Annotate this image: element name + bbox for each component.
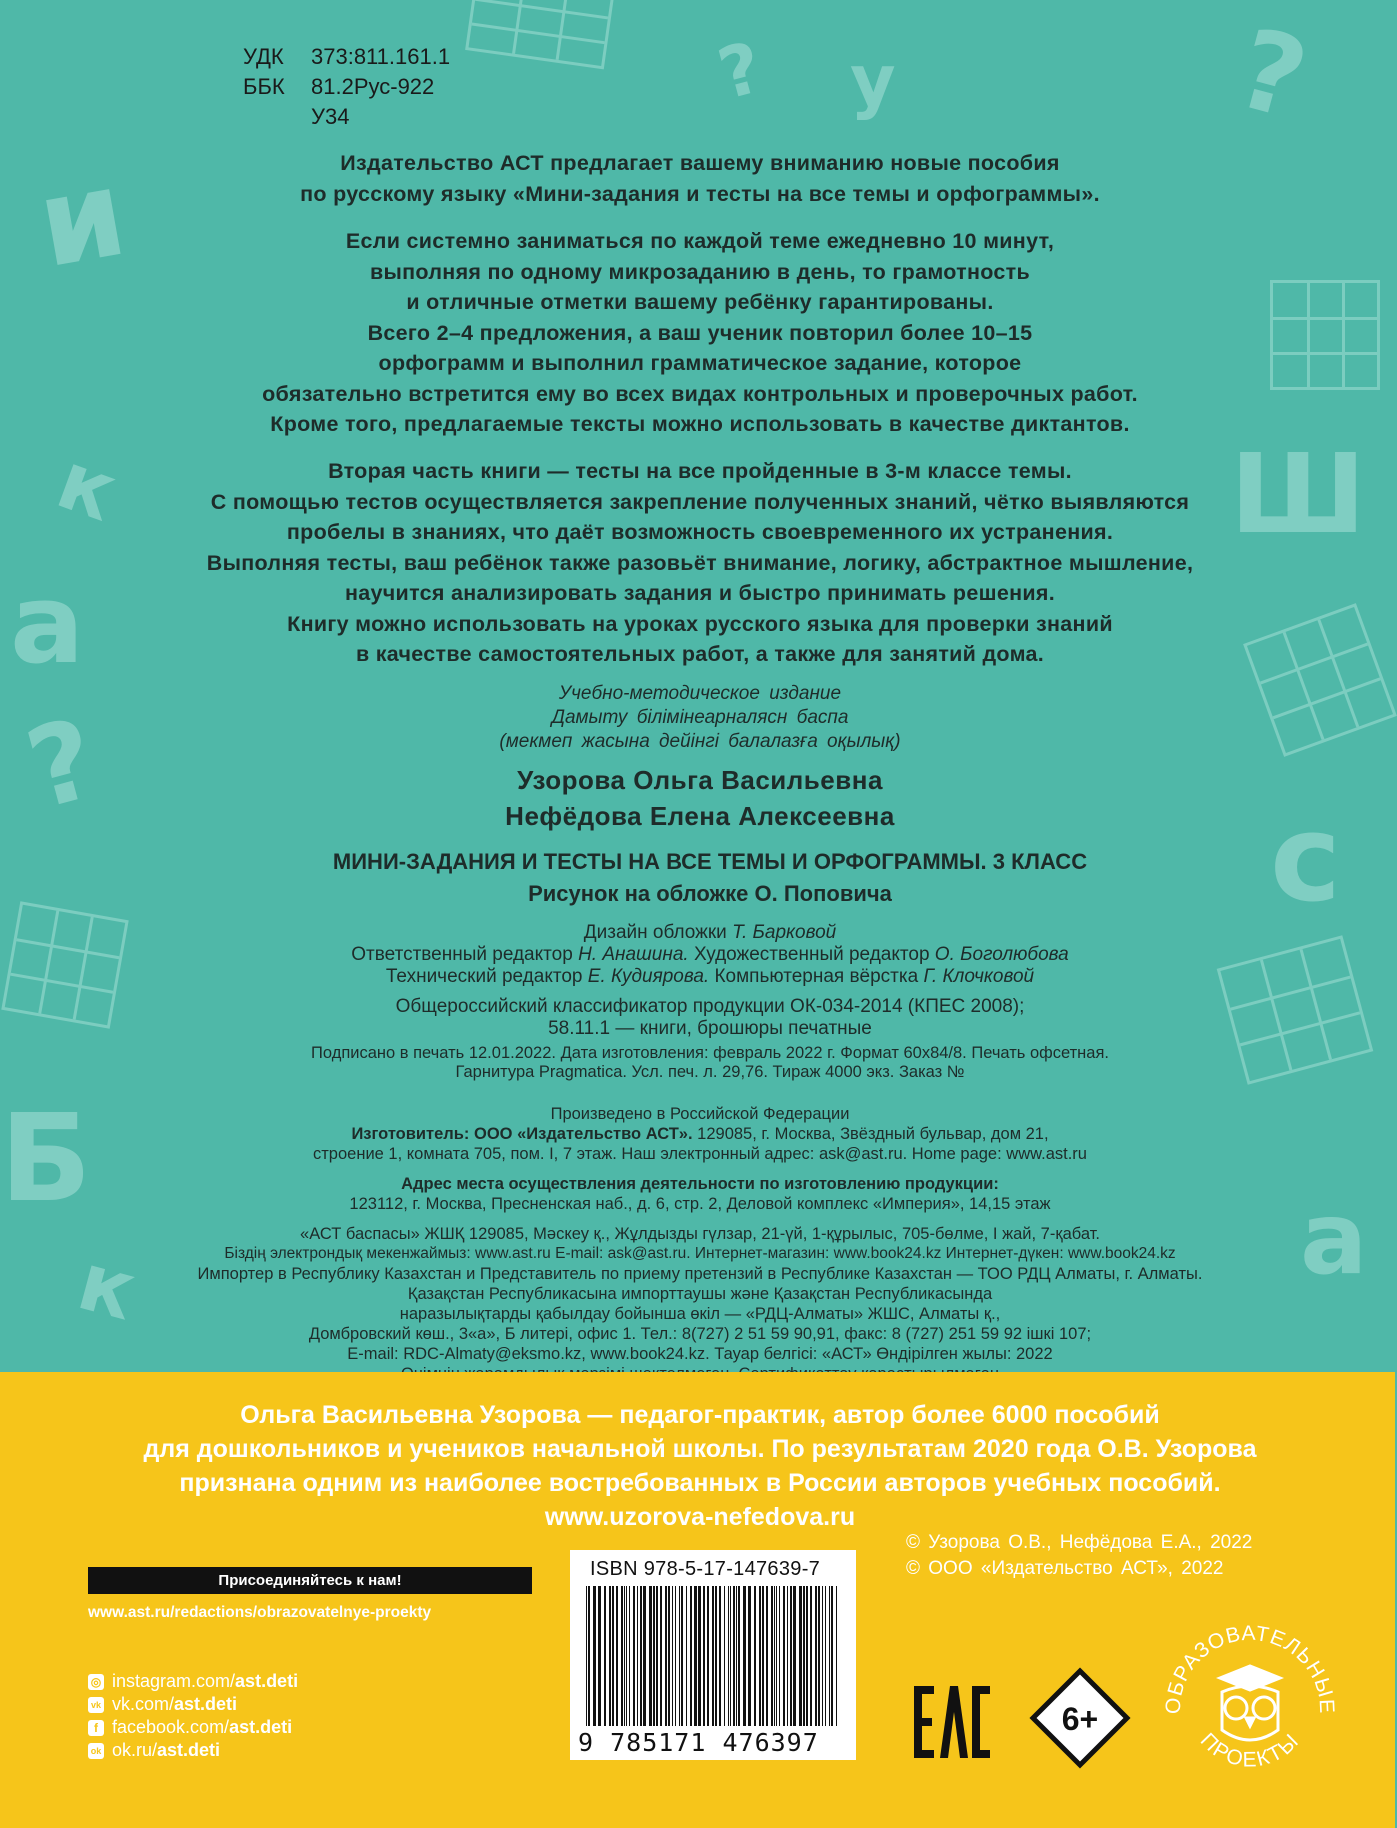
text-line: Учебно-методическое издание (558, 683, 842, 704)
barcode-bar (793, 1586, 796, 1726)
social-handle: ast.deti (235, 1671, 299, 1691)
social-handle: ast.deti (229, 1717, 293, 1737)
decor-letter: Б (0, 1090, 92, 1229)
barcode-bar (730, 1586, 731, 1726)
owl-icon (1220, 1666, 1280, 1740)
code-key: ББК (243, 74, 285, 99)
text-line: для дошкольников и учеников начальной школы. По результатам 2020 года О.В. Узорова (143, 1435, 1257, 1463)
instagram-icon: ◎ (88, 1674, 104, 1690)
credits (180, 922, 1240, 1040)
code-value: У34 (311, 104, 350, 129)
social-handle: ast.deti (174, 1694, 238, 1714)
isbn-number: ISBN 978-5-17-147639-7 (590, 1558, 821, 1580)
kz-line: Қазақстан Республикасына импорттаушы және Қазақстан Республикасында (407, 1285, 993, 1303)
bbk-row (243, 72, 450, 102)
text-line: и отличные отметки вашему ребёнку гарантированы. (406, 290, 994, 314)
credit-line (180, 944, 1240, 966)
text-line: С помощью тестов осуществляется закрепление полученных знаний, чётко выявляются (210, 489, 1190, 514)
code-key: УДК (243, 44, 284, 69)
barcode-bar (586, 1586, 587, 1726)
book-title-block (180, 846, 1240, 910)
text-line: Издательство АСТ предлагает вашему вниманию новые пособия (340, 151, 1060, 175)
barcode-bar (815, 1586, 817, 1726)
barcode-bar (771, 1586, 773, 1726)
tic-tac-toe-decor (465, 0, 615, 69)
tests-paragraph (60, 456, 1340, 670)
barcode-bar (629, 1586, 630, 1726)
barcode-bar (656, 1586, 658, 1726)
manufacturer-info (100, 1104, 1300, 1384)
text-line: Дамыту білімінеарналясн баспа (551, 707, 849, 728)
barcode-bar (825, 1586, 826, 1726)
barcode-bar (738, 1586, 740, 1726)
maker-address: 129085, г. Москва, Звёздный бульвар, дом 21, (697, 1125, 1049, 1143)
credit-name: Т. Барковой (732, 922, 837, 943)
classification-codes (243, 42, 450, 132)
credit-label: Ответственный редактор (351, 944, 573, 965)
author-name: Нефёдова Елена Алексеевна (505, 801, 895, 831)
barcode-bar (593, 1586, 596, 1726)
social-prefix: instagram.com/ (112, 1671, 236, 1691)
barcode-bar (799, 1586, 802, 1726)
barcode-bar (616, 1586, 618, 1726)
barcode-bar (686, 1586, 687, 1726)
barcode-bar (665, 1586, 667, 1726)
cover-art-credit: Рисунок на обложке О. Поповича (528, 881, 892, 906)
kz-line: Біздің электрондық мекенжаймыз: www.ast.ru E-mail: ask@ast.ru. Интернет-магазин: www.book24.kz Интернет-дүкен: www.book24.kz (224, 1245, 1176, 1262)
social-prefix: vk.com/ (112, 1694, 175, 1714)
text-line: Выполняя тесты, ваш ребёнок также разовьёт внимание, логику, абстрактное мышление, (206, 550, 1194, 575)
credit-line (180, 966, 1240, 988)
barcode-bar (694, 1586, 697, 1726)
barcode-bar (762, 1586, 764, 1726)
barcode-bar (831, 1586, 833, 1726)
udk-row (243, 42, 450, 72)
barcode-bar (649, 1586, 652, 1726)
text-line: Всего 2–4 предложения, а ваш ученик повторил более 10–15 (367, 320, 1033, 345)
barcode-bar (779, 1586, 780, 1726)
kz-line: наразылықтарды қабылдау бойынша өкіл — «РДЦ-Алматы» ЖШС, Алматы қ., (399, 1305, 1001, 1323)
projects-url[interactable]: www.ast.ru/redactions/obrazovatelnye-proekty (88, 1604, 432, 1621)
text-line: Гарнитура Pragmatica. Усл. печ. л. 29,76. Тираж 4000 экз. Заказ № (455, 1063, 965, 1081)
credit-label: Технический редактор (385, 966, 583, 987)
logo-text-bottom: ПРОЕКТЫ (1195, 1728, 1305, 1772)
social-handle: ast.deti (157, 1740, 221, 1760)
educational-projects-logo (1150, 1600, 1350, 1800)
produced-in: Произведено в Российской Федерации (550, 1105, 850, 1123)
credit-line (180, 922, 1240, 944)
decor-letter: и (28, 143, 136, 296)
barcode-bar (754, 1586, 756, 1726)
maker-line (100, 1124, 1300, 1144)
barcode-bar (790, 1586, 792, 1726)
barcode-bar (624, 1586, 625, 1726)
barcode-bar (690, 1586, 692, 1726)
place-label: Адрес места осуществления деятельности по изготовлению продукции: (401, 1175, 999, 1193)
barcode-bar (621, 1586, 623, 1726)
decor-letter: а (10, 560, 85, 688)
barcode-bar (643, 1586, 646, 1726)
barcode-bar (774, 1586, 775, 1726)
social-prefix: facebook.com/ (112, 1717, 230, 1737)
kz-line: Домбровский көш., 3«а», Б литері, офис 1. Тел.: 8(727) 2 51 59 90,91, факс: 8 (727) 251 59 92 ішкі 107; (308, 1325, 1092, 1343)
barcode-bar (810, 1586, 812, 1726)
social-links (88, 1670, 298, 1762)
barcode-bar (675, 1586, 676, 1726)
barcode-bar (681, 1586, 683, 1726)
text-line: Подписано в печать 12.01.2022. Дата изготовления: февраль 2022 г. Формат 60x84/8. Печать офсетная. (311, 1044, 1109, 1062)
text-line: орфограмм и выполнил грамматическое задание, которое (378, 351, 1022, 375)
text-line: (мекмеп жасына дейінгі балалазға оқылық) (499, 731, 901, 752)
social-prefix: ok.ru/ (112, 1740, 158, 1760)
credit-name: О. Боголюбова (934, 944, 1069, 965)
barcode-bar (829, 1586, 830, 1726)
barcode-bar (672, 1586, 673, 1726)
social-link-instagram[interactable] (88, 1670, 298, 1693)
barcode-bar (640, 1586, 642, 1726)
decor-letter: к (68, 1234, 146, 1339)
barcode-bar (598, 1586, 601, 1726)
barcode-bar (633, 1586, 635, 1726)
credit-label: Художественный редактор (693, 944, 930, 965)
credit-name: Е. Кудиярова. (587, 966, 710, 987)
classifier-line: Общероссийский классификатор продукции ОК-034-2014 (КПЕС 2008); (395, 996, 1025, 1017)
code-key (243, 102, 311, 132)
barcode-bar (609, 1586, 611, 1726)
ok-icon: ok (88, 1743, 104, 1759)
barcode-bar (806, 1586, 808, 1726)
author-mark-row (243, 102, 450, 132)
barcode-bar (626, 1586, 627, 1726)
barcode-bar (733, 1586, 735, 1726)
svg-text:ПРОЕКТЫ (1196, 1729, 1304, 1772)
barcode-digits: 9 785171 476397 (578, 1728, 819, 1757)
barcode-bar (728, 1586, 729, 1726)
decor-letter: с (1270, 790, 1342, 929)
social-link-vk[interactable] (88, 1693, 298, 1716)
authors (300, 762, 1100, 834)
credit-label: Дизайн обложки (583, 922, 727, 943)
barcode-bar (818, 1586, 820, 1726)
text-line: Книгу можно использовать на уроках русского языка для проверки знаний (287, 611, 1113, 636)
barcode-bar (703, 1586, 705, 1726)
copyright-line: © ООО «Издательство АСТ», 2022 (906, 1558, 1224, 1579)
facebook-icon: f (88, 1720, 104, 1736)
barcode-bar (724, 1586, 725, 1726)
code-value: 81.2Рус-922 (311, 74, 435, 99)
logo-text-top: ОБРАЗОВАТЕЛЬНЫЕ (1161, 1621, 1339, 1715)
kz-line: «АСТ баспасы» ЖШҚ 129085, Мәскеу қ., Жұлдызды гүлзар, 21-үй, 1-құрылыс, 705-бөлме, I жай, 7-қабат. (300, 1225, 1100, 1243)
decor-letter: ? (1224, 3, 1320, 145)
decor-letter: Ш (1230, 430, 1366, 558)
text-line: обязательно встретится ему во всех видах контрольных и проверочных работ. (262, 381, 1138, 406)
credit-name: Г. Клочковой (923, 966, 1035, 987)
barcode-bar (612, 1586, 614, 1726)
text-line: Вторая часть книги — тесты на все пройденные в 3-м классе темы. (328, 459, 1072, 483)
print-details (150, 1044, 1270, 1082)
barcode-bar (679, 1586, 680, 1726)
barcode-bar (766, 1586, 768, 1726)
edition-type (320, 682, 1080, 754)
text-line: научится анализировать задания и быстро принимать решения. (344, 581, 1056, 605)
social-link-facebook[interactable] (88, 1716, 298, 1739)
barcode-bar (715, 1586, 717, 1726)
text-line: Ольга Васильевна Узорова — педагог-практик, автор более 6000 пособий (240, 1401, 1160, 1429)
method-paragraph (60, 226, 1340, 440)
join-us-banner: Присоединяйтесь к нам! (88, 1567, 532, 1594)
credit-label: Компьютерная вёрстка (714, 966, 919, 987)
barcode-bar (803, 1586, 805, 1726)
kz-line: E-mail: RDC-Almaty@eksmo.kz, www.book24.kz. Тауар белгісі: «АСТ» Өндірілген жылы: 2022 (347, 1345, 1053, 1363)
barcode-bar (707, 1586, 709, 1726)
barcode-bar (836, 1586, 837, 1726)
barcode-bar (698, 1586, 701, 1726)
text-line: в качестве самостоятельных работ, а также для занятий дома. (355, 642, 1045, 666)
barcode-bar (712, 1586, 714, 1726)
barcode-bar (660, 1586, 662, 1726)
barcode-bar (604, 1586, 606, 1726)
text-line: по русскому языку «Мини-задания и тесты на все темы и орфограммы». (300, 181, 1100, 206)
social-link-ok[interactable] (88, 1739, 298, 1762)
maker-label: Изготовитель: ООО «Издательство АСТ». (351, 1125, 693, 1143)
decor-letter: ? (14, 693, 110, 835)
barcode-bar (736, 1586, 737, 1726)
isbn-barcode (570, 1550, 856, 1760)
decor-letter: ? (710, 26, 771, 116)
eac-mark-icon (912, 1682, 992, 1762)
classifier-line: 58.11.1 — книги, брошюры печатные (548, 1018, 872, 1039)
copyright-line: © Узорова О.В., Нефёдова Е.А., 2022 (906, 1532, 1253, 1553)
age-rating-badge (1030, 1668, 1130, 1768)
barcode-bar (668, 1586, 670, 1726)
decor-letter: у (850, 40, 896, 122)
place-address: 123112, г. Москва, Пресненская наб., д. 6, стр. 2, Деловой комплекс «Империя», 14,15 этаж (349, 1195, 1051, 1213)
barcode-bar (822, 1586, 823, 1726)
tic-tac-toe-decor (1, 901, 128, 1028)
text-line: признана одним из наиболее востребованных в России авторов учебных пособий. (179, 1469, 1221, 1497)
decor-letter: к (45, 433, 129, 540)
kz-line: Импортер в Республику Казахстан и Представитель по приему претензий в Республике Казахстан — ТОО РДЦ Алматы, г. Алматы. (197, 1265, 1203, 1283)
book-title: МИНИ-ЗАДАНИЯ И ТЕСТЫ НА ВСЕ ТЕМЫ И ОРФОГРАММЫ. 3 КЛАСС (332, 849, 1088, 874)
vk-icon: vk (88, 1697, 104, 1713)
text-line: Кроме того, предлагаемые тексты можно использовать в качестве диктантов. (270, 412, 1130, 436)
barcode-bar (759, 1586, 761, 1726)
maker-address: строение 1, комната 705, пом. I, 7 этаж. Наш электронный адрес: ask@ast.ru. Home page: www.ast.ru (313, 1145, 1087, 1163)
barcode-bar (719, 1586, 721, 1726)
barcode-bar (787, 1586, 788, 1726)
barcode-bar (588, 1586, 590, 1726)
age-rating-text: 6+ (1061, 1701, 1099, 1737)
decor-letter: а (1300, 1180, 1368, 1297)
code-value: 373:811.161.1 (311, 44, 451, 69)
barcode-bar (743, 1586, 746, 1726)
barcode-bar (748, 1586, 751, 1726)
text-line: пробелы в знаниях, что даёт возможность своевременного их устранения. (286, 520, 1114, 544)
barcode-bar (637, 1586, 638, 1726)
author-name: Узорова Ольга Васильевна (517, 765, 883, 795)
text-line: выполняя по одному микрозаданию в день, то грамотность (369, 259, 1031, 284)
text-line: Если системно заниматься по каждой теме ежедневно 10 минут, (345, 229, 1055, 253)
author-bio (40, 1398, 1360, 1534)
barcode-bar (653, 1586, 655, 1726)
credit-name: Н. Анашина. (578, 944, 689, 965)
barcode-bar (783, 1586, 785, 1726)
barcode-bars (584, 1586, 842, 1726)
copyright (906, 1530, 1252, 1582)
barcode-bar (776, 1586, 777, 1726)
intro-paragraph (60, 148, 1340, 209)
author-website-link[interactable]: www.uzorova-nefedova.ru (544, 1503, 856, 1531)
